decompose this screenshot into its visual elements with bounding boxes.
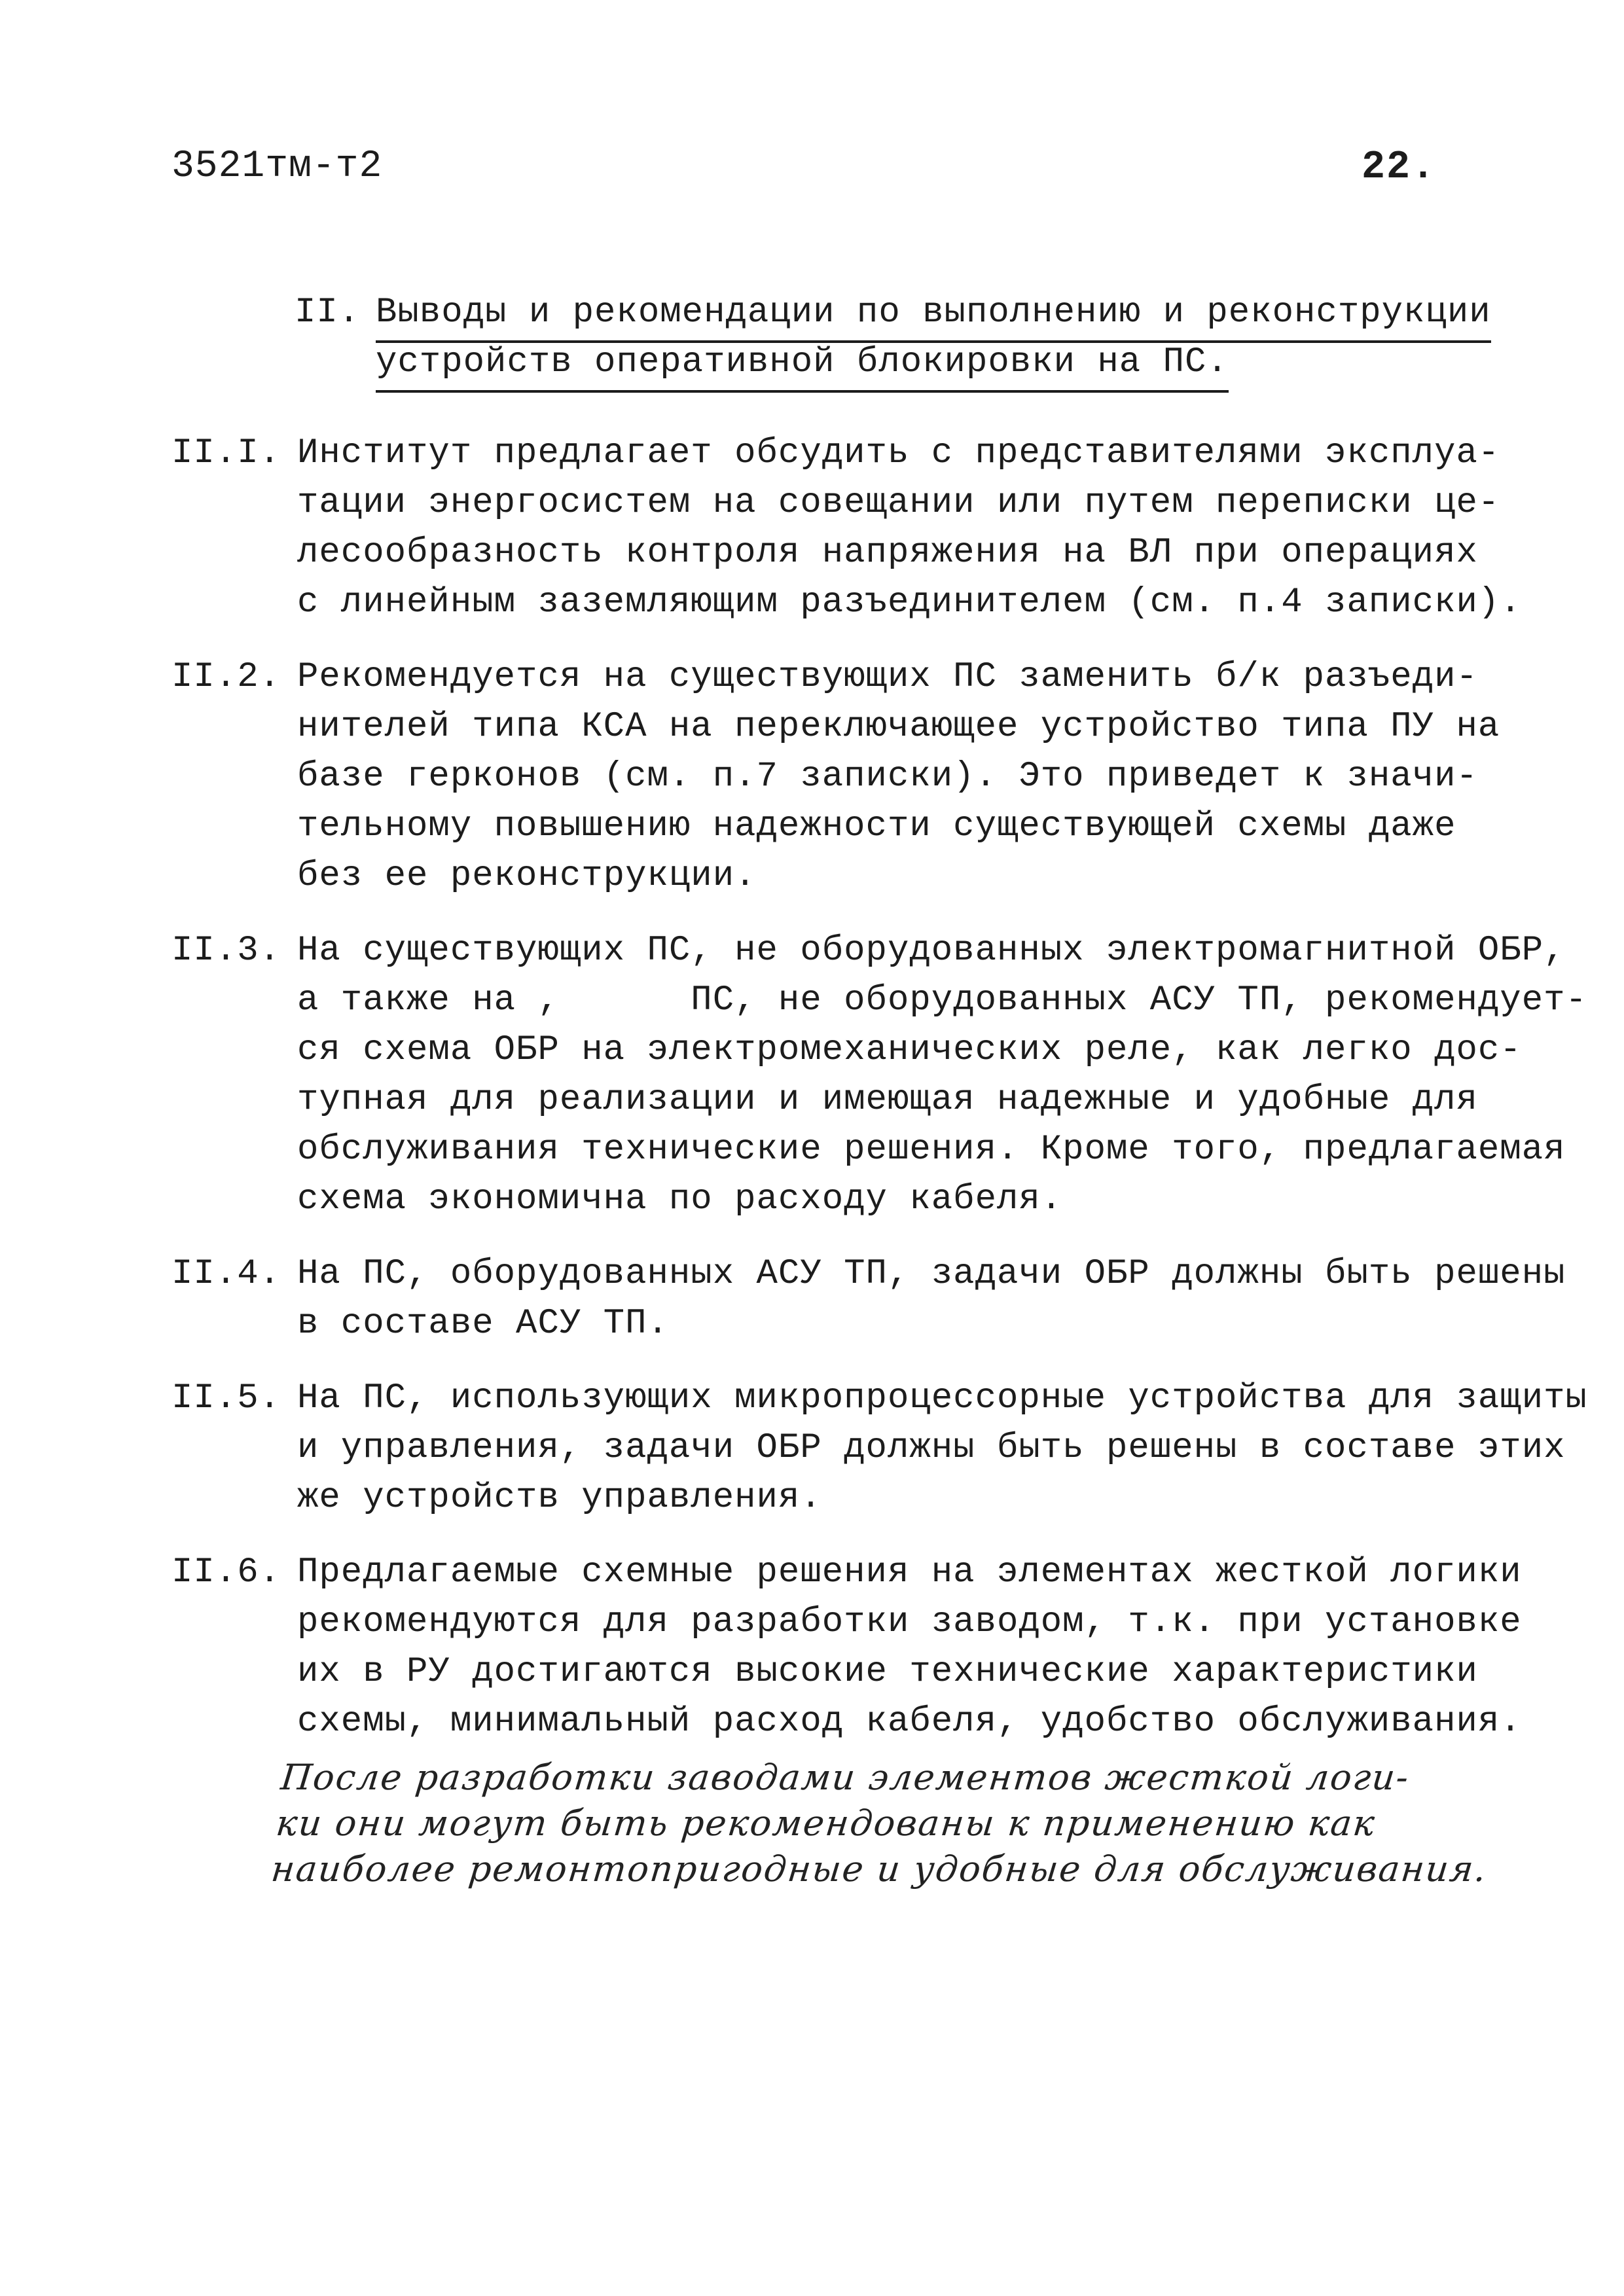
text-line: На ПС, оборудованных АСУ ТП, задачи ОБР должны быть решены: [297, 1254, 1566, 1294]
text-line: тупная для реализации и имеющая надежные и удобные для: [297, 1080, 1478, 1120]
item-number: II.2.: [171, 657, 281, 697]
text-line: без ее реконструкции.: [297, 856, 757, 896]
list-item: [171, 1374, 1587, 1523]
item-number: II.4.: [171, 1254, 281, 1294]
text-line: Институт предлагает обсудить с представителями эксплуа-: [297, 433, 1500, 473]
list-item: [171, 926, 1587, 1225]
text-line: схема экономична по расходу кабеля.: [297, 1179, 1063, 1219]
item-text: [297, 926, 1587, 1225]
text-line: рекомендуются для разработки заводом, т.к. при установке: [297, 1602, 1522, 1642]
text-line: Предлагаемые схемные решения на элементах жесткой логики: [297, 1552, 1522, 1592]
recommendations-list: [171, 429, 1587, 1892]
item-text: [297, 1249, 1566, 1349]
item-number: II.5.: [171, 1378, 281, 1418]
text-line: а также на , ПС, не оборудованных АСУ ТП, рекомендует-: [297, 980, 1587, 1020]
text-line: На существующих ПС, не оборудованных электромагнитной ОБР,: [297, 931, 1566, 971]
text-line: и управления, задачи ОБР должны быть решены в составе этих: [297, 1428, 1566, 1468]
item-number: II.I.: [171, 433, 281, 473]
list-item: [171, 1548, 1522, 1747]
text-line: На ПС, использующих микропроцессорные устройства для защиты: [297, 1378, 1587, 1418]
text-line: Рекомендуется на существующих ПС заменить б/к разъеди-: [297, 657, 1478, 697]
handwritten-line: ки они могут быть рекомендованы к применению как: [274, 1803, 1378, 1844]
handwritten-line: наиболее ремонтопригодные и удобные для обслуживания.: [269, 1848, 1490, 1890]
item-text: [297, 1548, 1522, 1747]
section-title-line-1: Выводы и рекомендации по выполнению и реконструкции: [376, 288, 1491, 343]
list-item: [171, 1249, 1566, 1349]
text-line: базе герконов (см. п.7 записки). Это приведет к значи-: [297, 757, 1478, 797]
text-line: обслуживания технические решения. Кроме того, предлагаемая: [297, 1130, 1566, 1170]
text-line: же устройств управления.: [297, 1478, 822, 1518]
text-line: в составе АСУ ТП.: [297, 1304, 669, 1344]
handwritten-note: [269, 1755, 1624, 1892]
text-line: их в РУ достигаются высокие технические характеристики: [297, 1652, 1478, 1692]
text-line: тации энергосистем на совещании или путем переписки це-: [297, 483, 1500, 523]
text-line: ся схема ОБР на электромеханических реле, как легко дос-: [297, 1030, 1522, 1070]
section-title-line-2: устройств оперативной блокировки на ПС.: [376, 338, 1229, 393]
text-line: с линейным заземляющим разъединителем (см. п.4 записки).: [297, 583, 1522, 622]
item-number: II.6.: [171, 1552, 281, 1592]
text-line: нителей типа КСА на переключающее устройство типа ПУ на: [297, 707, 1500, 747]
list-item: [171, 653, 1500, 901]
item-number: II.3.: [171, 931, 281, 971]
text-line: лесообразность контроля напряжения на ВЛ при операциях: [297, 533, 1478, 573]
document-code: 3521тм-т2: [171, 145, 383, 188]
section-number: II.: [295, 293, 361, 332]
item-text: [297, 653, 1500, 901]
page-number: 22.: [1362, 145, 1437, 190]
text-line: схемы, минимальный расход кабеля, удобство обслуживания.: [297, 1702, 1522, 1742]
list-item: [171, 429, 1522, 628]
handwritten-line: После разработки заводами элементов жесткой логи-: [279, 1757, 1412, 1798]
item-text: [297, 1374, 1587, 1523]
item-text: [297, 429, 1522, 628]
text-line: тельному повышению надежности существующей схемы даже: [297, 806, 1456, 846]
